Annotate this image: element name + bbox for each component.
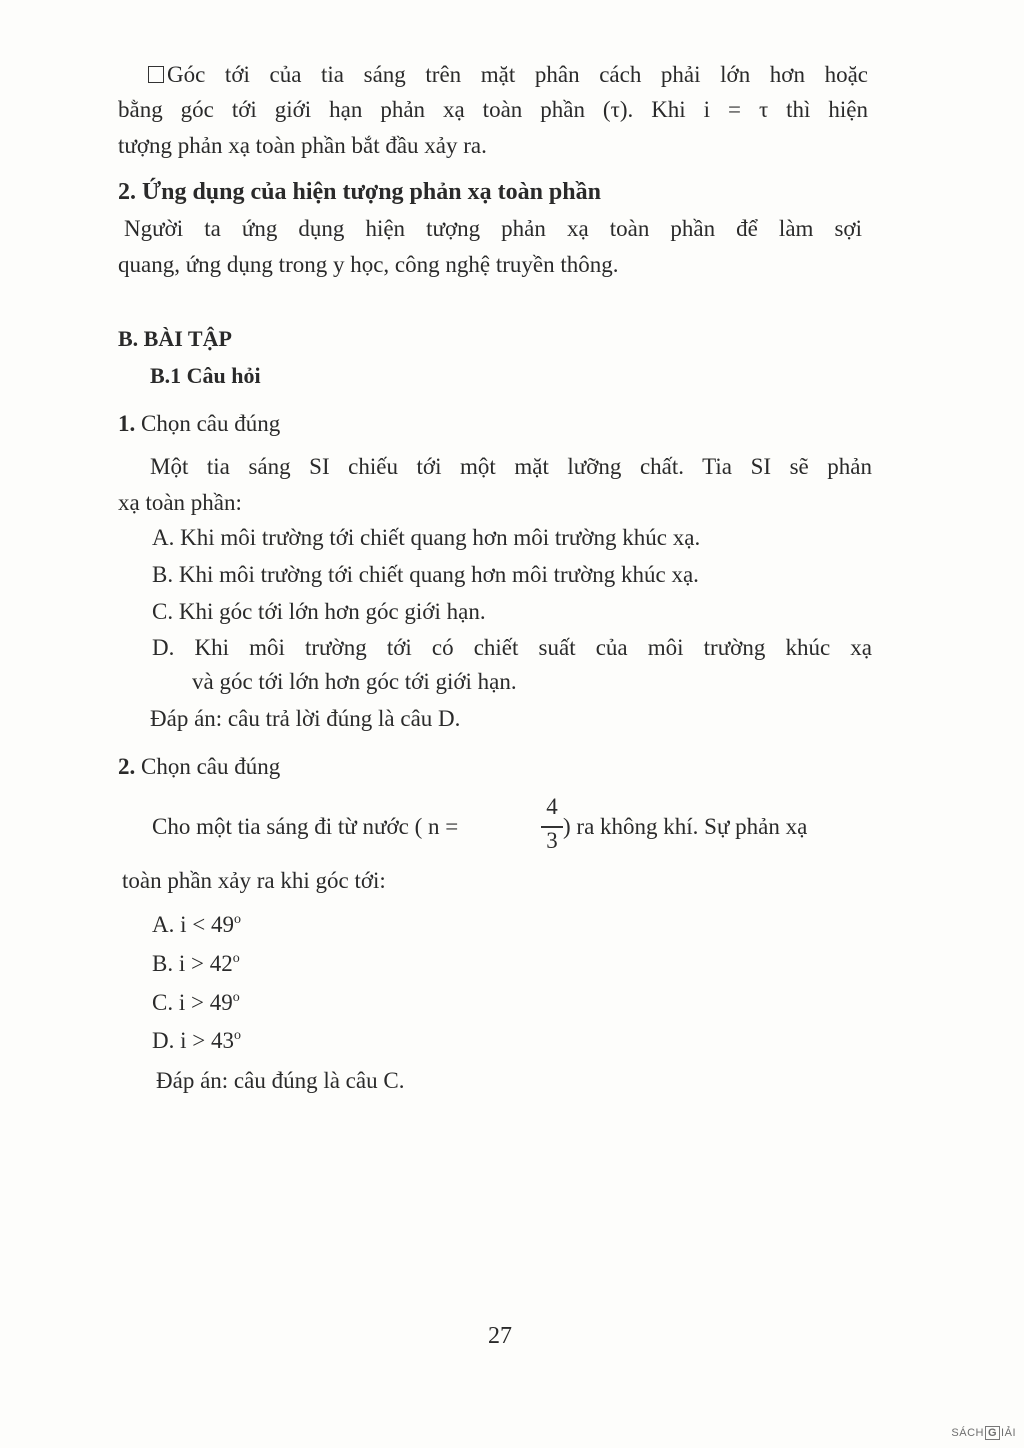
q2-stem-line-2: toàn phần xảy ra khi góc tới:: [122, 868, 386, 893]
fraction-denominator: 3: [546, 828, 558, 853]
q2-option-d: [152, 1021, 241, 1056]
q2-option-b: [152, 944, 240, 979]
q1-option-d-line-1: D. Khi môi trường tới có chiết suất của môi trường khúc xạ: [152, 635, 872, 660]
section-2-line-1: Người ta ứng dụng hiện tượng phản xạ toàn phần để làm sợi: [124, 216, 862, 241]
q2-answer: Đáp án: câu đúng là câu C.: [156, 1068, 405, 1093]
q2-option-d-text: D. i > 43: [152, 1028, 234, 1053]
checkbox-icon: [148, 66, 164, 83]
degree-symbol: o: [233, 1028, 241, 1043]
q1-option-a: A. Khi môi trường tới chiết quang hơn môi trường khúc xạ.: [152, 525, 701, 550]
degree-symbol: o: [233, 912, 241, 927]
part-b1-subheading: B.1 Câu hỏi: [150, 363, 261, 388]
q2-stem-pre: Cho một tia sáng đi từ nước ( n =: [152, 814, 459, 839]
q2-option-c-text: C. i > 49: [152, 990, 233, 1015]
q2-option-c: [152, 983, 240, 1018]
intro-text-1: Góc tới của tia sáng trên mặt phân cách phải lớn hơn hoặc: [167, 62, 868, 87]
q1-title: [118, 409, 280, 439]
q1-stem-line-2: xạ toàn phần:: [118, 490, 242, 515]
q1-title-text: Chọn câu đúng: [141, 411, 281, 436]
degree-symbol: o: [232, 990, 240, 1005]
logo-g-icon: G: [985, 1426, 1000, 1440]
intro-line-1: [148, 60, 868, 90]
q2-stem-post: ) ra không khí. Sự phản xạ: [563, 814, 808, 839]
q2-option-a-text: A. i < 49: [152, 912, 234, 937]
publisher-logo: [951, 1426, 1016, 1440]
q1-number: 1.: [118, 411, 136, 436]
q1-option-d-line-2: và góc tới lớn hơn góc tới giới hạn.: [192, 669, 517, 694]
q2-option-b-text: B. i > 42: [152, 951, 233, 976]
degree-symbol: o: [232, 951, 240, 966]
logo-text-right: IẢI: [1001, 1427, 1016, 1439]
q1-option-b: B. Khi môi trường tới chiết quang hơn môi trường khúc xạ.: [152, 562, 699, 587]
logo-text-left: SÁCH: [951, 1427, 984, 1439]
q1-option-c: C. Khi góc tới lớn hơn góc giới hạn.: [152, 599, 486, 624]
fraction-numerator: 4: [546, 794, 558, 819]
q2-option-a: [152, 905, 241, 940]
intro-line-3: tượng phản xạ toàn phần bắt đầu xảy ra.: [118, 133, 487, 158]
q2-title: [118, 752, 280, 782]
section-2-heading: 2. Ứng dụng của hiện tượng phản xạ toàn phần: [118, 179, 601, 205]
q1-answer: Đáp án: câu trả lời đúng là câu D.: [150, 706, 461, 731]
part-b-heading: B. BÀI TẬP: [118, 326, 232, 351]
q2-number: 2.: [118, 754, 136, 779]
q1-stem-line-1: Một tia sáng SI chiếu tới một mặt lưỡng chất. Tia SI sẽ phản: [150, 454, 872, 479]
section-2-line-2: quang, ứng dụng trong y học, công nghệ truyền thông.: [118, 252, 619, 277]
page-number: 27: [488, 1323, 512, 1349]
intro-line-2: bằng góc tới giới hạn phản xạ toàn phần (τ). Khi i = τ thì hiện: [118, 97, 868, 122]
q2-title-text: Chọn câu đúng: [141, 754, 281, 779]
